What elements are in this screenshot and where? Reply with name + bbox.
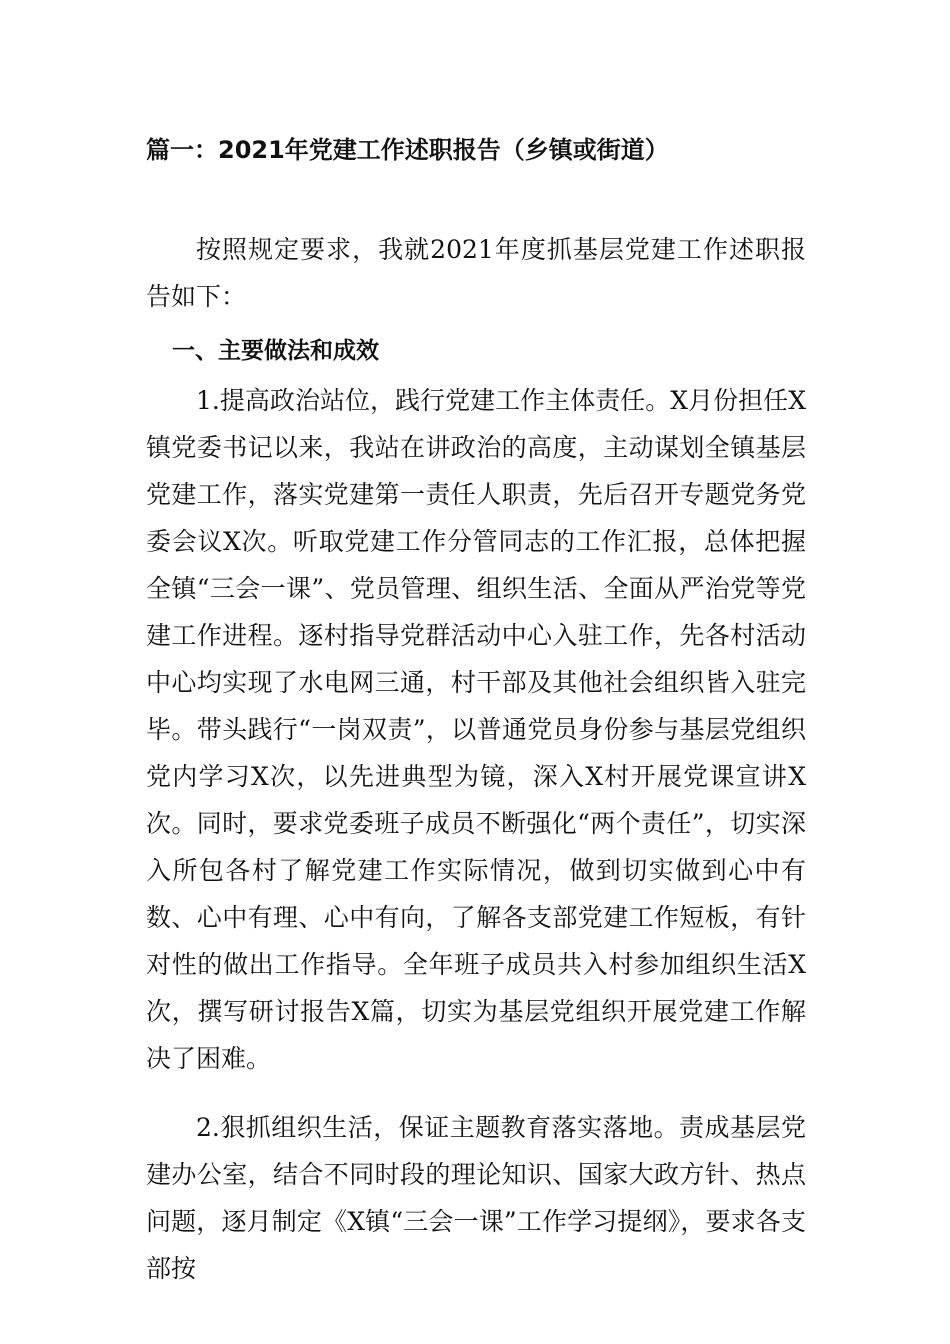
paragraph-2: 2.狠抓组织生活，保证主题教育落实落地。责成基层党建办公室，结合不同时段的理论知识、国家大政方针、热点问题，逐月制定《X镇“三会一课”工作学习提纲》，要求各支部按: [146, 1113, 806, 1283]
section-heading: 一、主要做法和成效: [172, 338, 379, 364]
document-title: 篇一：2021年党建工作述职报告（乡镇或街道）: [146, 136, 669, 164]
paragraph-1: 1.提高政治站位，践行党建工作主体责任。X月份担任X镇党委书记以来，我站在讲政治的高度，主动谋划全镇基层党建工作，落实党建第一责任人职责，先后召开专题党务党委会议X次。听取党建工作分管同志的工作汇报，总体把握全镇“三会一课”、党员管理、组织生活、全面从严治党等党建工作进程。逐村指导党群活动中心入驻工作，先各村活动中心均实现了水电网三通，村干部及其他社会组织皆入驻完毕。带头践行“一岗双责”，以普通党员身份参与基层党组织党内学习X次，以先进典型为镜，深入X村开展党课宣讲X次。同时，要求党委班子成员不断强化“两个责任”，切实深入所包各村了解党建工作实际情况，做到切实做到心中有数、心中有理、心中有向，了解各支部党建工作短板，有针对性的做出工作指导。全年班子成员共入村参加组织生活X次，撰写研讨报告X篇，切实为基层党组织开展党建工作解决了困难。: [146, 386, 806, 1073]
intro-paragraph: 按照规定要求，我就2021年度抓基层党建工作述职报告如下：: [146, 235, 806, 311]
